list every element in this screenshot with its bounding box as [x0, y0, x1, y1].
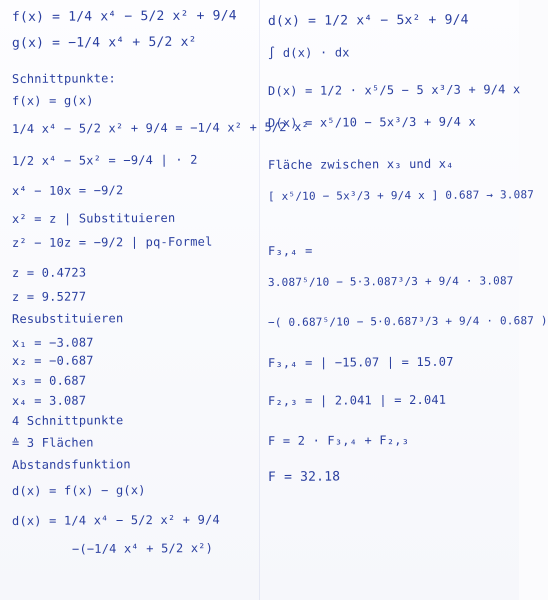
- line-z1: z = 0.4723: [11, 265, 87, 280]
- line-x3: x₃ = 0.687: [11, 373, 87, 388]
- line-d-expanded-cont: −(−1/4 x⁴ + 5/2 x²): [71, 541, 214, 556]
- line-d-simplified: d(x) = 1/2 x⁴ − 5x² + 9/4: [267, 12, 469, 29]
- line-f34-label: F₃,₄ =: [267, 243, 313, 258]
- line-equation-setup: 1/4 x⁴ − 5/2 x² + 9/4 = −1/4 x² + 5/2 x²: [11, 119, 310, 136]
- line-distance-function-heading: Abstandsfunktion: [11, 457, 131, 472]
- line-lower-bound-eval: −( 0.687⁵/10 − 5·0.687³/3 + 9/4 · 0.687 ): [267, 314, 548, 329]
- line-f23-result: F₂,₃ = | 2.041 | = 2.041: [267, 392, 447, 408]
- line-x1: x₁ = −3.087: [11, 335, 94, 350]
- line-antiderivative-2: D(x) = x⁵/10 − 5x³/3 + 9/4 x: [267, 114, 476, 130]
- line-f-equals-g: f(x) = g(x): [11, 93, 94, 108]
- line-antiderivative-1: D(x) = 1/2 · x⁵/5 − 5 x³/3 + 9/4 x: [267, 82, 521, 98]
- line-resubstitution: Resubstituieren: [11, 311, 124, 326]
- line-f34-result: F₃,₄ = | −15.07 | = 15.07: [267, 354, 454, 370]
- line-three-areas: ≙ 3 Flächen: [11, 435, 94, 450]
- line-x4: x₄ = 3.087: [11, 393, 87, 408]
- line-integral: ∫ d(x) · dx: [267, 45, 350, 60]
- line-bracket-evaluation: [ x⁵/10 − 5x³/3 + 9/4 x ] 0.687 → 3.087: [267, 188, 535, 203]
- line-total-result: F = 32.18: [267, 469, 341, 485]
- line-total-formula: F = 2 · F₃,₄ + F₂,₃: [267, 433, 410, 448]
- column-divider: [259, 0, 260, 600]
- line-substitution: x² = z | Substituieren: [11, 210, 176, 226]
- line-area-heading: Fläche zwischen x₃ und x₄: [267, 156, 454, 172]
- line-four-intersections: 4 Schnittpunkte: [11, 413, 124, 428]
- line-g-definition: g(x) = −1/4 x⁴ + 5/2 x²: [11, 34, 197, 51]
- line-d-equals-f-minus-g: d(x) = f(x) − g(x): [11, 483, 146, 498]
- line-d-expanded: d(x) = 1/4 x⁴ − 5/2 x² + 9/4: [11, 512, 220, 528]
- line-f-definition: f(x) = 1/4 x⁴ − 5/2 x² + 9/4: [11, 8, 237, 25]
- line-times-two: x⁴ − 10x = −9/2: [11, 183, 124, 198]
- line-pq-formula: z² − 10z = −9/2 | pq-Formel: [11, 234, 213, 250]
- line-simplified: 1/2 x⁴ − 5x² = −9/4 | · 2: [11, 152, 198, 168]
- line-schnittpunkte-heading: Schnittpunkte:: [11, 71, 116, 86]
- line-x2: x₂ = −0.687: [11, 353, 94, 368]
- line-upper-bound-eval: 3.087⁵/10 − 5·3.087³/3 + 9/4 · 3.087: [267, 274, 514, 289]
- line-z2: z = 9.5277: [11, 289, 87, 304]
